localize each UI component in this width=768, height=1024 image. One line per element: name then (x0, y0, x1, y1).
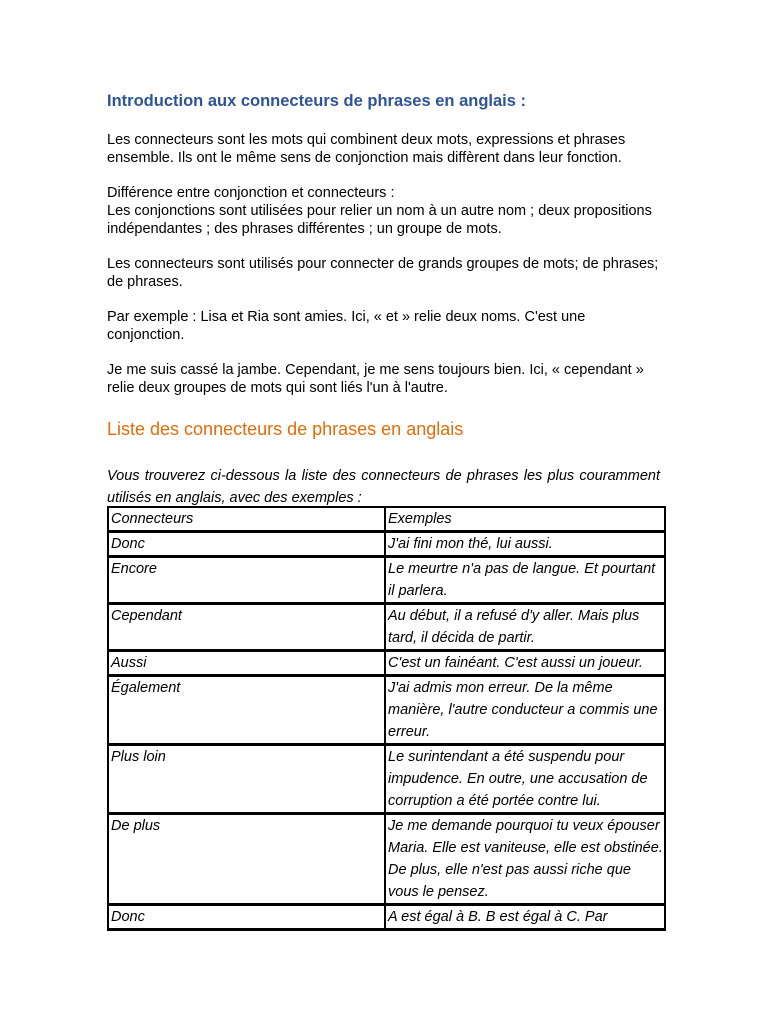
table-row (108, 532, 665, 557)
table-row (108, 676, 665, 745)
table-cell-connector: Aussi (108, 651, 385, 676)
table-cell-example: Le meurtre n'a pas de langue. Et pourtant il parlera. (385, 557, 665, 604)
table-row (108, 905, 665, 930)
table-row (108, 604, 665, 651)
table-cell-example: C'est un fainéant. C'est aussi un joueur. (385, 651, 665, 676)
table-row (108, 651, 665, 676)
table-cell-connector: De plus (108, 814, 385, 905)
table-cell-example: A est égal à B. B est égal à C. Par (385, 905, 665, 930)
paragraph-difference-heading: Différence entre conjonction et connecteurs : (107, 185, 395, 201)
table-row (108, 745, 665, 814)
paragraph-example: Par exemple : Lisa et Ria sont amies. Ici, « et » relie deux noms. C'est une conjonction. (107, 309, 586, 343)
table-row (108, 814, 665, 905)
table-cell-connector: Également (108, 676, 385, 745)
table-cell-example: Le surintendant a été suspendu pour impudence. En outre, une accusation de corruption a été portée contre lui. (385, 745, 665, 814)
table-cell-example: Je me demande pourquoi tu veux épouser Maria. Elle est vaniteuse, elle est obstinée. De plus, elle n'est pas aussi riche que vous le pensez. (385, 814, 665, 905)
table-header-row (108, 507, 665, 532)
table-cell-example: J'ai fini mon thé, lui aussi. (385, 532, 665, 557)
paragraph-example-cependant: Je me suis cassé la jambe. Cependant, je me sens toujours bien. Ici, « cependant » relie deux groupes de mots qui sont liés l'un à l'autre. (107, 362, 644, 396)
table-cell-connector: Cependant (108, 604, 385, 651)
connectors-table (107, 506, 666, 931)
paragraph-intro: Les connecteurs sont les mots qui combinent deux mots, expressions et phrases ensemble. Ils ont le même sens de conjonction mais diffèrent dans leur fonction. (107, 132, 626, 166)
paragraph-connectors: Les connecteurs sont utilisés pour connecter de grands groupes de mots; de phrases; de phrases. (107, 256, 659, 290)
table-cell-connector: Encore (108, 557, 385, 604)
table-cell-connector: Plus loin (108, 745, 385, 814)
paragraph-conjunctions: Les conjonctions sont utilisées pour relier un nom à un autre nom ; deux propositions indépendantes ; des phrases différentes ; un groupe de mots. (107, 203, 652, 237)
table-cell-example: Au début, il a refusé d'y aller. Mais plus tard, il décida de partir. (385, 604, 665, 651)
table-cell-connector: Donc (108, 905, 385, 930)
table-header-cell: Exemples (385, 507, 665, 532)
section-title: Liste des connecteurs de phrases en anglais (107, 419, 464, 439)
table-cell-example: J'ai admis mon erreur. De la même manière, l'autre conducteur a commis une erreur. (385, 676, 665, 745)
table-cell-connector: Donc (108, 532, 385, 557)
table-row (108, 557, 665, 604)
section-intro: Vous trouverez ci-dessous la liste des connecteurs de phrases les plus couramment utilisés en anglais, avec des exemples : (107, 468, 660, 506)
table-header-cell: Connecteurs (108, 507, 385, 532)
document-title: Introduction aux connecteurs de phrases en anglais : (107, 92, 527, 110)
